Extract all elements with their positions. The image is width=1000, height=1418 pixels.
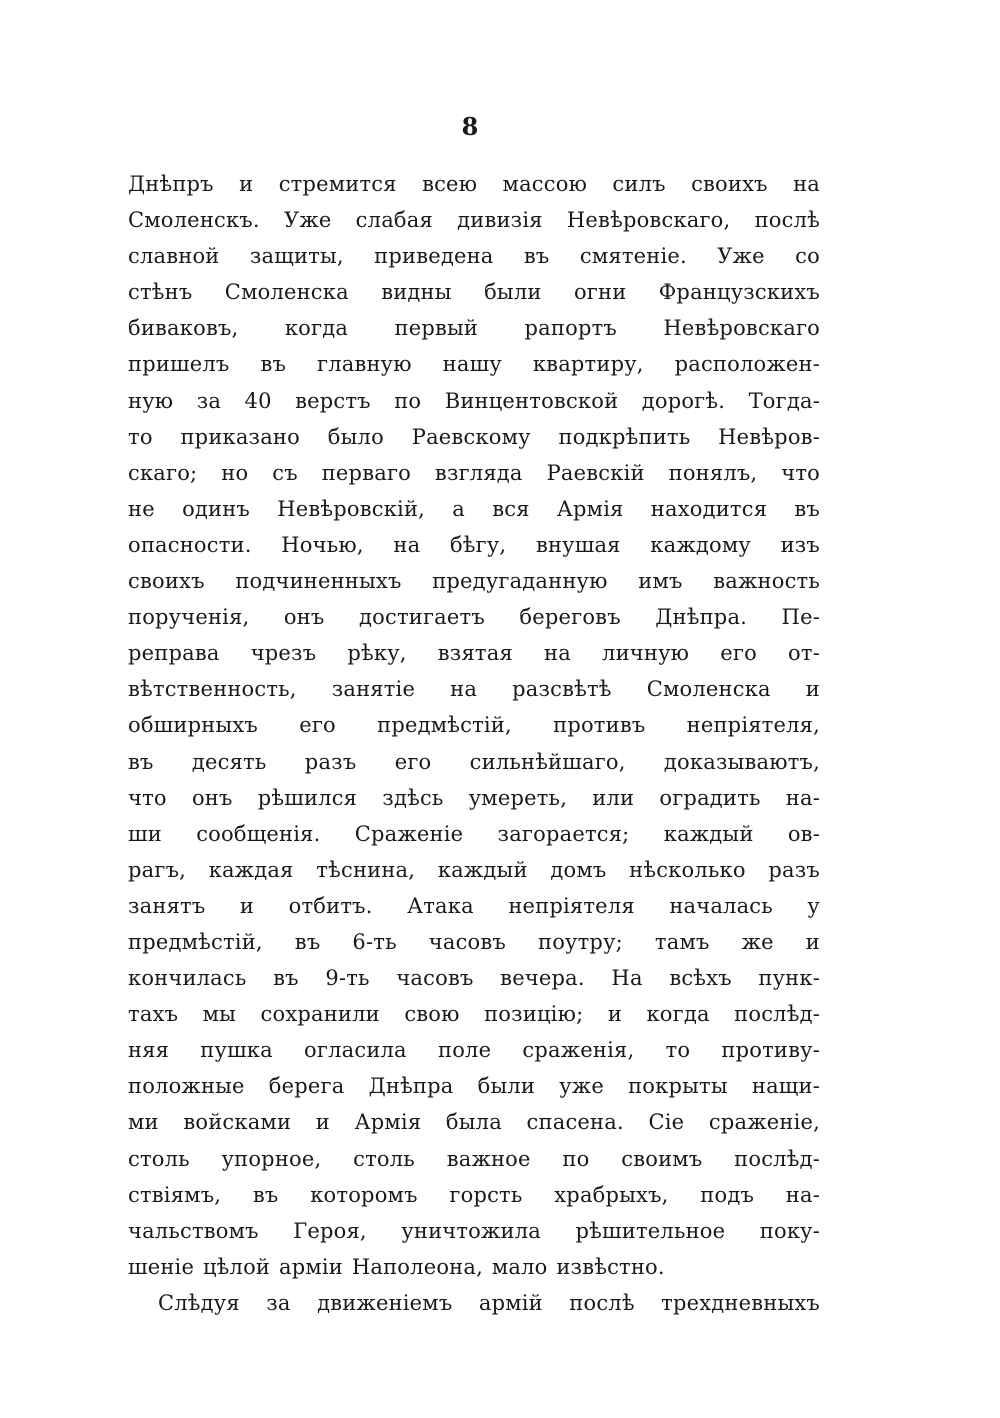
text-line: пришелъ въ главную нашу квартиру, расположен- [128,352,820,377]
text-line: занятъ и отбитъ. Атака непріятеля началась у [128,893,820,918]
text-line: что онъ рѣшился здѣсь умереть, или оградить на- [128,785,820,810]
text-line: шеніе цѣлой арміи Наполеона, мало извѣстно. [128,1254,665,1279]
text-line: то приказано было Раевскому подкрѣпить Невѣров- [128,424,820,449]
text-line: ствіямъ, въ которомъ горсть храбрыхъ, подъ на- [128,1182,820,1207]
text-line: Смоленскъ. Уже слабая дивизія Невѣровскаго, послѣ [128,208,820,233]
text-line: ми войсками и Армія была спасена. Сіе сраженіе, [128,1110,820,1135]
text-line: ную за 40 верстъ по Винцентовской дорогѣ. Тогда- [128,388,820,413]
text-line: порученія, онъ достигаетъ береговъ Днѣпра. Пе- [128,605,820,630]
text-line: стѣнъ Смоленска видны были огни Французскихъ [128,280,820,305]
text-line: кончилась въ 9-ть часовъ вечера. На всѣхъ пунк- [128,966,820,991]
text-line: положные берега Днѣпра были уже покрыты нащи- [128,1074,820,1099]
text-line: славной защиты, приведена въ смятеніе. Уже со [128,244,820,269]
text-line: своихъ подчиненныхъ предугаданную имъ важность [128,569,820,594]
page-number: 8 [461,112,479,141]
body-text [128,166,820,1321]
text-line: Слѣдуя за движеніемъ армій послѣ трехдневныхъ [158,1290,820,1315]
text-line: столь упорное, столь важное по своимъ послѣд- [128,1146,820,1171]
text-line: обширныхъ его предмѣстій, противъ непріятеля, [128,713,820,738]
text-line: вѣтственность, занятіе на разсвѣтѣ Смоленска и [128,677,820,702]
text-line: няя пушка огласила поле сраженія, то противу- [128,1038,820,1063]
text-line: биваковъ, когда первый рапортъ Невѣровскаго [128,316,820,341]
text-line: не одинъ Невѣровскій, а вся Армія находится въ [128,496,820,521]
text-line: предмѣстій, въ 6-ть часовъ поутру; тамъ же и [128,929,820,954]
text-line: Днѣпръ и стремится всею массою силъ своихъ на [128,172,820,196]
text-line: реправа чрезъ рѣку, взятая на личную его от- [128,641,820,666]
text-line: чальствомъ Героя, уничтожила рѣшительное поку- [128,1218,820,1243]
text-line: тахъ мы сохранили свою позицію; и когда послѣд- [128,1002,820,1027]
text-line: рагъ, каждая тѣснина, каждый домъ нѣсколько разъ [128,857,820,882]
text-line: скаго; но съ перваго взгляда Раевскій понялъ, что [128,460,820,485]
text-line: опасности. Ночью, на бѣгу, внушая каждому изъ [128,532,820,557]
text-line: ши сообщенія. Сраженіе загорается; каждый ов- [128,821,820,846]
text-line: въ десять разъ его сильнѣйшаго, доказываютъ, [128,749,820,774]
